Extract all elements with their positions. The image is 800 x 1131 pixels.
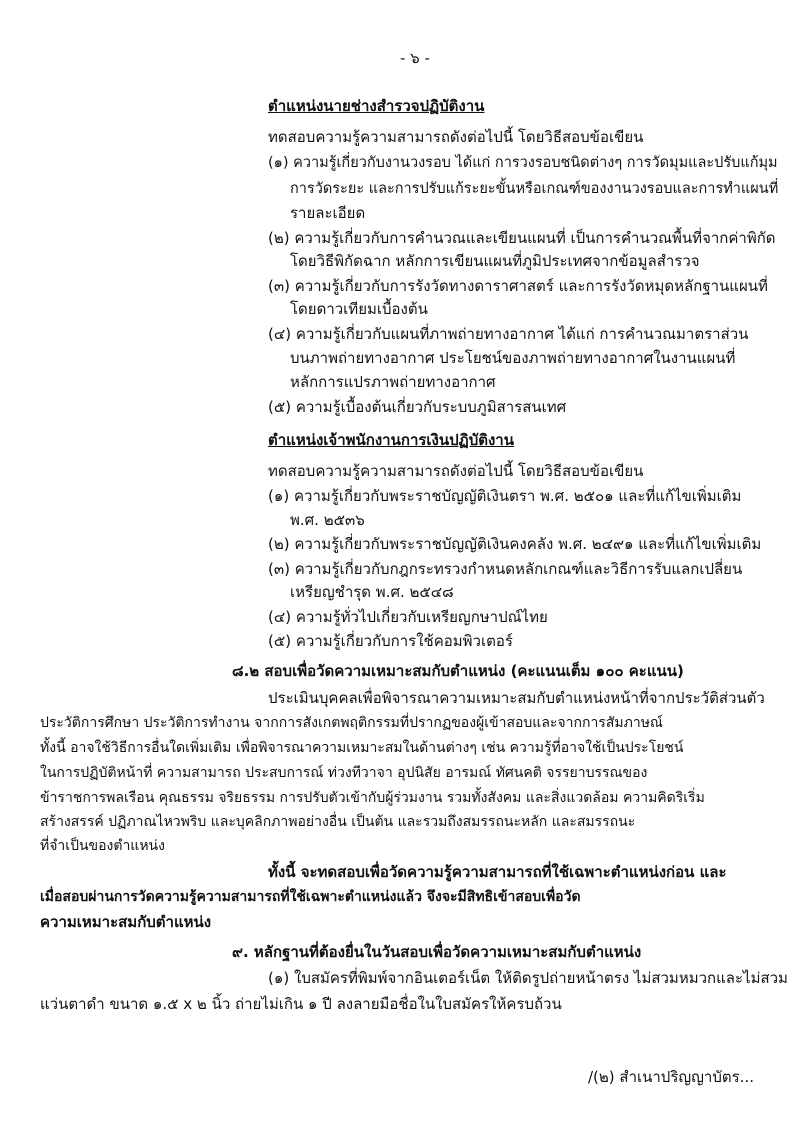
surveyor-item-1-line-1: (๑) ความรู้เกี่ยวกับงานวงรอบ ได้แก่ การวงรอบชนิดต่างๆ การวัดมุมและปรับแก้มุม bbox=[268, 155, 778, 171]
finance-intro: ทดสอบความรู้ความสามารถดังต่อไปนี้ โดยวิธีสอบข้อเขียน bbox=[268, 462, 644, 480]
surveyor-item-2-line-1: (๒) ความรู้เกี่ยวกับการคำนวณและเขียนแผนที่ เป็นการคำนวณพื้นที่จากค่าพิกัด bbox=[268, 229, 776, 247]
surveyor-item-3-line-2: โดยดาวเทียมเบื้องต้น bbox=[290, 300, 428, 318]
surveyor-item-1-line-2: การวัดระยะ และการปรับแก้ระยะขั้นหรือเกณฑ์ของงานวงรอบและการทำแผนที่ bbox=[290, 181, 779, 197]
surveyor-item-4-line-3: หลักการแปรภาพถ่ายทางอากาศ bbox=[290, 373, 496, 391]
section-9-line-2: แว่นตาดำ ขนาด ๑.๕ x ๒ นิ้ว ถ่ายไม่เกิน ๑ ปี ลงลายมือชื่อในใบสมัครให้ครบถ้วน bbox=[40, 995, 562, 1013]
para-8-2-line-3: ทั้งนี้ อาจใช้วิธีการอื่นใดเพิ่มเติม เพื่อพิจารณาความเหมาะสมในด้านต่างๆ เช่น ความรู้ที่อาจใช้เป็นประโยชน์ bbox=[40, 740, 684, 756]
bold-note-line-2: เมื่อสอบผ่านการวัดความรู้ความสามารถที่ใช้เฉพาะตำแหน่งแล้ว จึงจะมีสิทธิเข้าสอบเพื่อวัด bbox=[40, 889, 581, 905]
finance-item-1-line-2: พ.ศ. ๒๕๓๖ bbox=[290, 511, 365, 529]
finance-item-3-line-1: (๓) ความรู้เกี่ยวกับกฎกระทรวงกำหนดหลักเกณฑ์และวิธีการรับแลกเปลี่ยน bbox=[268, 560, 743, 578]
para-8-2-line-5: ข้าราชการพลเรือน คุณธรรม จริยธรรม การปรับตัวเข้ากับผู้ร่วมงาน รวมทั้งสังคม และสิ่งแวดล้อม ความคิดริเริ่ม bbox=[40, 790, 705, 806]
finance-item-3-line-2: เหรียญชำรุด พ.ศ. ๒๕๔๘ bbox=[290, 583, 454, 601]
surveyor-item-4-line-1: (๔) ความรู้เกี่ยวกับแผนที่ภาพถ่ายทางอากาศ ได้แก่ การคำนวณมาตราส่วน bbox=[268, 325, 749, 343]
surveyor-item-3-line-1: (๓) ความรู้เกี่ยวกับการรังวัดทางดาราศาสตร์ และการรังวัดหมุดหลักฐานแผนที่ bbox=[268, 277, 768, 295]
surveyor-item-2-line-2: โดยวิธีพิกัดฉาก หลักการเขียนแผนที่ภูมิประเทศจากข้อมูลสำรวจ bbox=[290, 252, 700, 270]
surveyor-intro: ทดสอบความรู้ความสามารถดังต่อไปนี้ โดยวิธีสอบข้อเขียน bbox=[268, 128, 644, 146]
section-heading-8-2: ๘.๒ สอบเพื่อวัดความเหมาะสมกับตำแหน่ง (คะแนนเต็ม ๑๐๐ คะแนน) bbox=[232, 662, 684, 680]
para-8-2-line-1: ประเมินบุคคลเพื่อพิจารณาความเหมาะสมกับตำแหน่งหน้าที่จากประวัติส่วนตัว bbox=[268, 689, 765, 707]
finance-item-4-line-1: (๔) ความรู้ทั่วไปเกี่ยวกับเหรียญกษาปณ์ไทย bbox=[268, 608, 548, 626]
section-heading-9: ๙. หลักฐานที่ต้องยื่นในวันสอบเพื่อวัดความเหมาะสมกับตำแหน่ง bbox=[232, 943, 642, 961]
para-8-2-line-4: ในการปฏิบัติหน้าที่ ความสามารถ ประสบการณ์ ท่วงทีวาจา อุปนิสัย อารมณ์ ทัศนคติ จรรยาบรรณของ bbox=[40, 765, 648, 781]
bold-note-line-1: ทั้งนี้ จะทดสอบเพื่อวัดความรู้ความสามารถที่ใช้เฉพาะตำแหน่งก่อน และ bbox=[268, 863, 727, 881]
section-heading-surveyor: ตำแหน่งนายช่างสำรวจปฏิบัติงาน bbox=[268, 97, 485, 115]
section-9-line-1: (๑) ใบสมัครที่พิมพ์จากอินเตอร์เน็ต ให้ติดรูปถ่ายหน้าตรง ไม่สวมหมวกและไม่สวม bbox=[268, 969, 788, 987]
para-8-2-line-6: สร้างสรรค์ ปฏิภาณไหวพริบ และบุคลิกภาพอย่างอื่น เป็นต้น และรวมถึงสมรรถนะหลัก และสมรรถนะ bbox=[40, 814, 636, 830]
finance-item-2-line-1: (๒) ความรู้เกี่ยวกับพระราชบัญญัติเงินคงคลัง พ.ศ. ๒๔๙๑ และที่แก้ไขเพิ่มเติม bbox=[268, 535, 762, 553]
section-heading-finance: ตำแหน่งเจ้าพนักงานการเงินปฏิบัติงาน bbox=[268, 431, 514, 449]
surveyor-item-1-line-3: รายละเอียด bbox=[290, 204, 366, 222]
para-8-2-line-7: ที่จำเป็นของตำแหน่ง bbox=[40, 838, 165, 854]
page-number: - ๖ - bbox=[400, 49, 430, 67]
finance-item-5-line-1: (๕) ความรู้เกี่ยวกับการใช้คอมพิวเตอร์ bbox=[268, 632, 513, 650]
footer-continuation-note: /(๒) สำเนาปริญญาบัตร... bbox=[588, 1068, 754, 1086]
surveyor-item-5-line-1: (๕) ความรู้เบื้องต้นเกี่ยวกับระบบภูมิสารสนเทศ bbox=[268, 398, 567, 416]
bold-note-line-3: ความเหมาะสมกับตำแหน่ง bbox=[40, 913, 212, 931]
surveyor-item-4-line-2: บนภาพถ่ายทางอากาศ ประโยชน์ของภาพถ่ายทางอากาศในงานแผนที่ bbox=[290, 349, 736, 367]
finance-item-1-line-1: (๑) ความรู้เกี่ยวกับพระราชบัญญัติเงินตรา พ.ศ. ๒๕๐๑ และที่แก้ไขเพิ่มเติม bbox=[268, 487, 742, 505]
para-8-2-line-2: ประวัติการศึกษา ประวัติการทำงาน จากการสังเกตพฤติกรรมที่ปรากฏของผู้เข้าสอบและจากการสัมภาษณ์ bbox=[40, 715, 663, 731]
